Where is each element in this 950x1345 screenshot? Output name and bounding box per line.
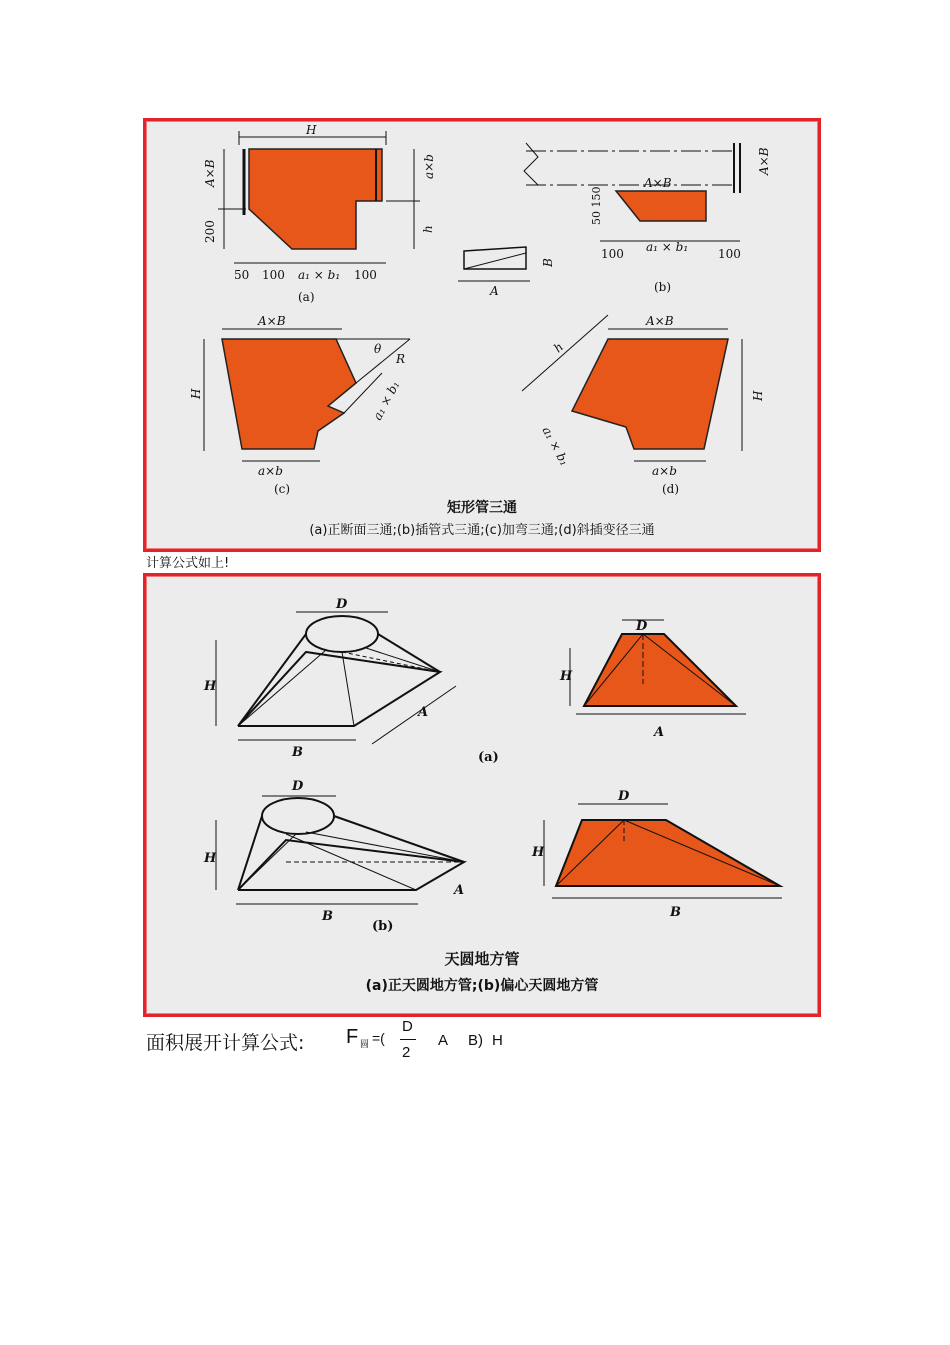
2b-H-label: H [204,851,217,866]
b-caption: (b) [654,280,672,294]
formula-H: H [492,1032,503,1049]
d-H-label: H [751,390,765,401]
diagram-c [189,314,410,496]
2a-B-label: B [292,745,303,760]
2a-front-D-label: D [636,619,648,634]
a-h1-label: h [421,225,435,233]
diagram-d-shape [572,339,728,449]
a-200-label: 200 [203,220,217,243]
round-square-drawing [146,576,818,1014]
figure-rect-tee [143,118,821,552]
2a-H-label: H [204,679,217,694]
area-formula [146,1020,566,1070]
a-caption: (a) [298,290,315,304]
formula-numerator: D [402,1018,413,1035]
figure2-title: 天圆地方管 [444,950,520,968]
formula-fraction-bar [400,1039,416,1040]
diagram-c-shape [222,339,356,449]
figure1-title: 矩形管三通 [447,500,517,516]
diagram-2a-iso [216,612,456,744]
c-R-label: R [396,352,406,366]
figure2-caption: (a)正天圆地方管;(b)偏心天圆地方管 [365,978,599,994]
b-AxB-side-label: A×B [757,147,771,175]
diagram-2a-front [584,634,736,706]
note-text: 计算公式如上! [146,556,230,571]
formula-equals: =( [372,1030,385,1046]
a-AxB-label: A×B [203,159,217,187]
2a-D-label: D [336,597,348,612]
d-AxB-label: A×B [646,314,674,328]
2a-caption: (a) [478,750,499,765]
c-H-label: H [189,388,203,399]
diagram-b-shape [616,191,706,221]
small-A-label: A [490,284,499,298]
2a-A-label: A [418,705,429,720]
d-a1xb1-label: a₁ × b₁ [539,424,572,469]
a-100-left-label: 100 [262,268,285,282]
diagram-d [522,314,765,496]
2b-caption: (b) [372,919,394,934]
d-axb-label: a×b [652,464,677,478]
small-B-label: B [541,258,555,267]
b-a1xb1-label: a₁ × b₁ [646,240,689,254]
diagram-b [524,143,771,294]
c-a1xb1-label: a₁ × b₁ [370,378,403,423]
b-AxB-label: A×B [644,176,672,190]
d-h-label: h [551,339,567,356]
a-100-right-label: 100 [354,268,377,282]
formula-denominator: 2 [402,1044,411,1061]
diagram-a [203,123,555,304]
figure-round-to-square [143,573,821,1017]
c-theta-label: θ [374,342,382,356]
diagram-2b-iso [216,796,464,904]
formula-subscript: 圆 [360,1040,370,1050]
formula-B: B) [468,1032,483,1049]
a-50-label: 50 [234,268,250,282]
b-100-right-label: 100 [718,247,741,261]
2b-B-label: B [322,909,333,924]
2a-front-A-label: A [654,725,665,740]
rect-tee-drawing [146,121,818,549]
d-caption: (d) [662,482,680,496]
a-a1xb1-label: a₁ × b₁ [298,268,341,282]
2b-front-B-label: B [670,905,681,920]
a-axb-label: a×b [422,154,436,179]
2b-front-D-label: D [618,789,630,804]
formula-A: A [438,1032,449,1049]
2b-A-label: A [454,883,465,898]
c-caption: (c) [274,482,291,496]
a-H-label: H [306,123,317,137]
figure1-caption: (a)正断面三通;(b)插管式三通;(c)加弯三通;(d)斜插变径三通 [309,523,655,538]
2b-D-label: D [292,779,304,794]
b-50150-label: 50 150 [590,186,603,225]
c-axb-label: a×b [258,464,283,478]
b-100-left-label: 100 [601,247,624,261]
2a-front-H-label: H [560,669,573,684]
c-AxB-label: A×B [258,314,286,328]
2b-front-H-label: H [532,845,545,860]
formula-label: 面积展开计算公式: [146,1032,305,1054]
diagram-a-shape [249,149,382,249]
formula-F: F [346,1026,359,1048]
